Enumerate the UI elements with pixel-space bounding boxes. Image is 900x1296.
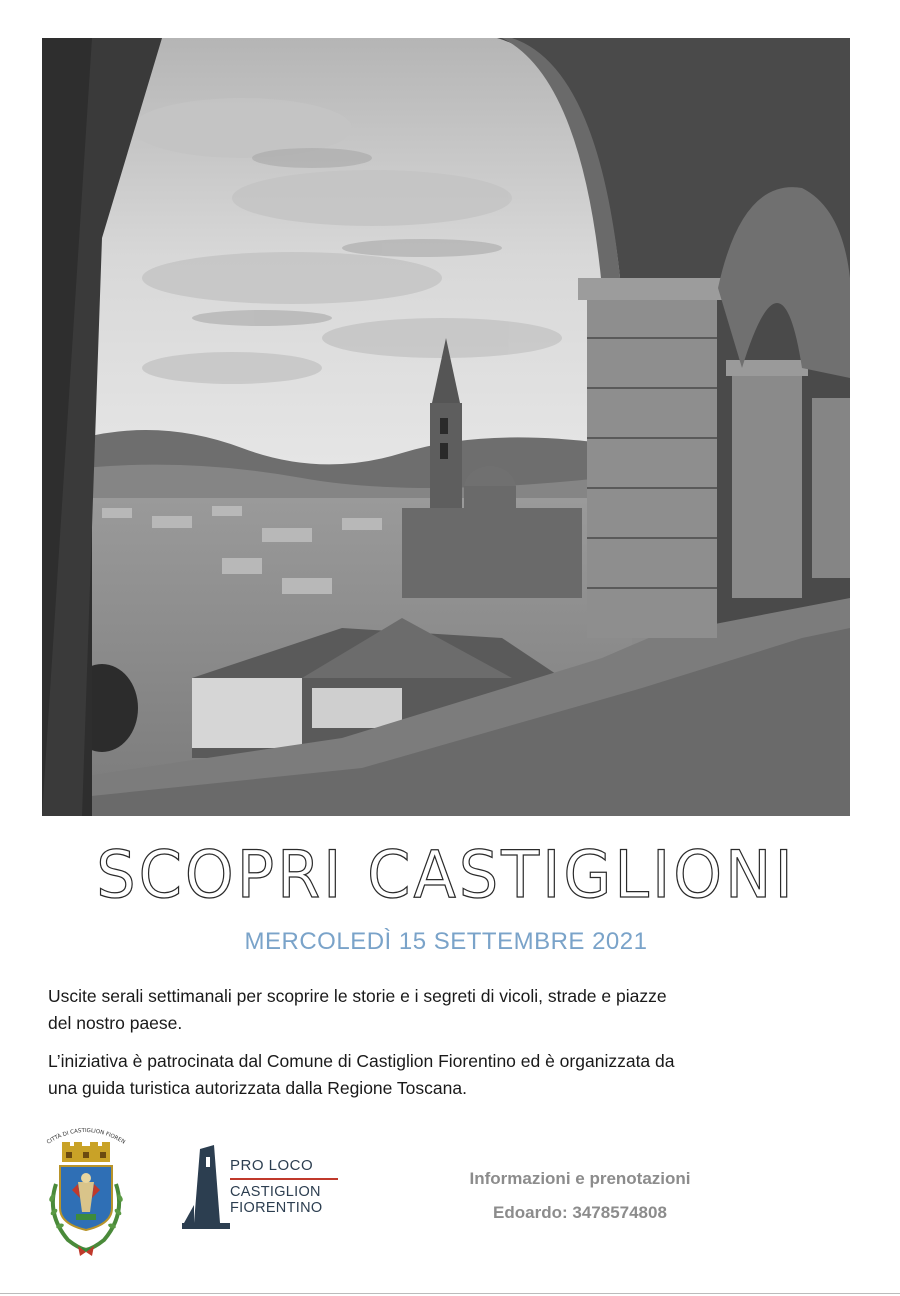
paragraph-1-line-2: del nostro paese.	[48, 1013, 183, 1033]
contact-phone[interactable]: Edoardo: 3478574808	[493, 1203, 667, 1222]
paragraph-1-line-1: Uscite serali settimanali per scoprire le storie e i segreti di vicoli, strade e piazze	[48, 986, 667, 1006]
crest-text: CITTÀ DI CASTIGLION FIOREN	[45, 1127, 126, 1146]
page-title	[42, 836, 850, 914]
page-title-text: SCOPRI CASTIGLIONI	[96, 836, 796, 913]
bottom-divider	[0, 1293, 900, 1294]
municipal-coat-of-arms-icon	[38, 1124, 134, 1258]
loggia-view-illustration	[42, 38, 850, 816]
hero-photo	[42, 38, 850, 816]
event-date: MERCOLEDÌ 15 SETTEMBRE 2021	[244, 928, 648, 955]
contact-info	[410, 1162, 750, 1230]
tower-icon	[180, 1143, 230, 1235]
description-paragraph-1	[48, 983, 858, 1037]
pro-loco-town-line-2: FIORENTINO	[230, 1200, 323, 1216]
pro-loco-town-line-1: CASTIGLION	[230, 1184, 321, 1200]
description-paragraph-2	[48, 1048, 858, 1102]
paragraph-2-line-2: una guida turistica autorizzata dalla Regione Toscana.	[48, 1078, 467, 1098]
contact-heading: Informazioni e prenotazioni	[469, 1169, 691, 1188]
pro-loco-logo	[180, 1143, 360, 1235]
crest-graphic	[38, 1124, 134, 1258]
pro-loco-label: PRO LOCO	[230, 1157, 314, 1174]
paragraph-2-line-1: L’iniziativa è patrocinata dal Comune di Castiglion Fiorentino ed è organizzata da	[48, 1051, 675, 1071]
pro-loco-divider	[230, 1178, 338, 1180]
